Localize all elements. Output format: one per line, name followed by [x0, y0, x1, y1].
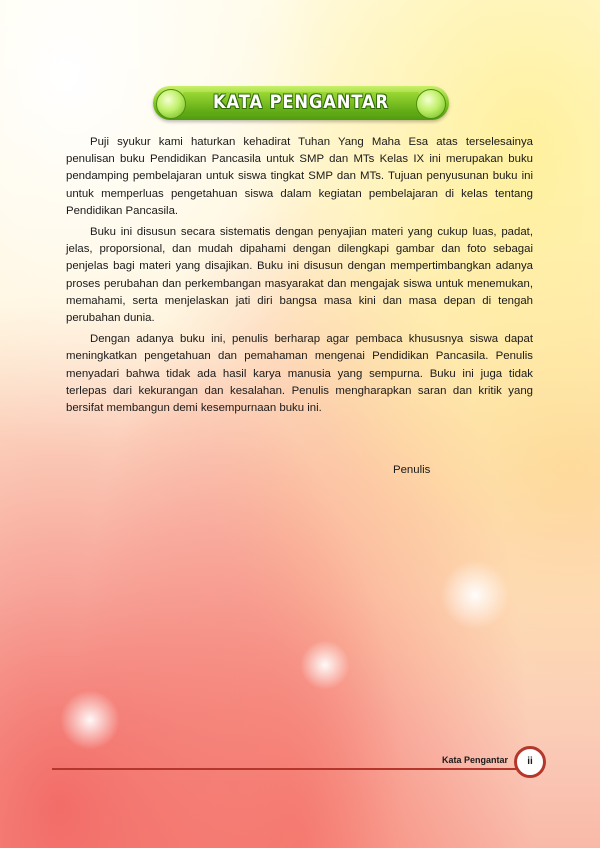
author-signature: Penulis: [393, 464, 431, 476]
preface-body: [66, 134, 533, 421]
background-sparkle: [440, 560, 510, 630]
footer-divider: [52, 768, 522, 770]
preface-paragraph-3: Dengan adanya buku ini, penulis berharap agar pembaca khususnya siswa dapat meningkatkan pengetahuan dan pemahaman mengenai Pendidikan Pancasila. Penulis menyadari bahwa tidak ada hasil karya manusia yang sempurna. Buku ini juga tidak terlepas dari kekurangan dan kesalahan. Penulis mengharapkan saran dan kritik yang bersifat membangun demi kesempurnaan buku ini.: [66, 333, 533, 415]
background-sparkle: [300, 640, 350, 690]
page-title: KATA PENGANTAR: [213, 91, 389, 113]
background-sparkle: [60, 690, 120, 750]
page-number: ii: [514, 746, 546, 778]
footer-section-label: Kata Pengantar: [441, 755, 508, 765]
preface-paragraph-2: Buku ini disusun secara sistematis dengan penyajian materi yang cukup luas, padat, jelas, proporsional, dan mudah dipahami dengan dilengkapi gambar dan foto sebagai penjelas bagi materi yang disajikan. Buku ini disusun dengan mempertimbangkan adanya proses perubahan dan perkembangan masyarakat dan mengajak siswa untuk menemukan, memahami, serta menjelaskan jati diri bangsa masa kini dan masa depan di tengah perubahan dunia.: [66, 226, 533, 325]
preface-paragraph-1: Puji syukur kami haturkan kehadirat Tuhan Yang Maha Esa atas terselesainya penulisan buku Pendidikan Pancasila untuk SMP dan MTs Kelas IX ini merupakan buku pendamping pembelajaran untuk siswa tingkat SMP dan MTs. Tujuan penyusunan buku ini untuk memperluas pengetahuan siswa dalam kegiatan pembelajaran di kelas tentang Pendidikan Pancasila.: [66, 136, 533, 217]
background-sparkle: [20, 30, 110, 120]
title-banner: [153, 86, 449, 120]
